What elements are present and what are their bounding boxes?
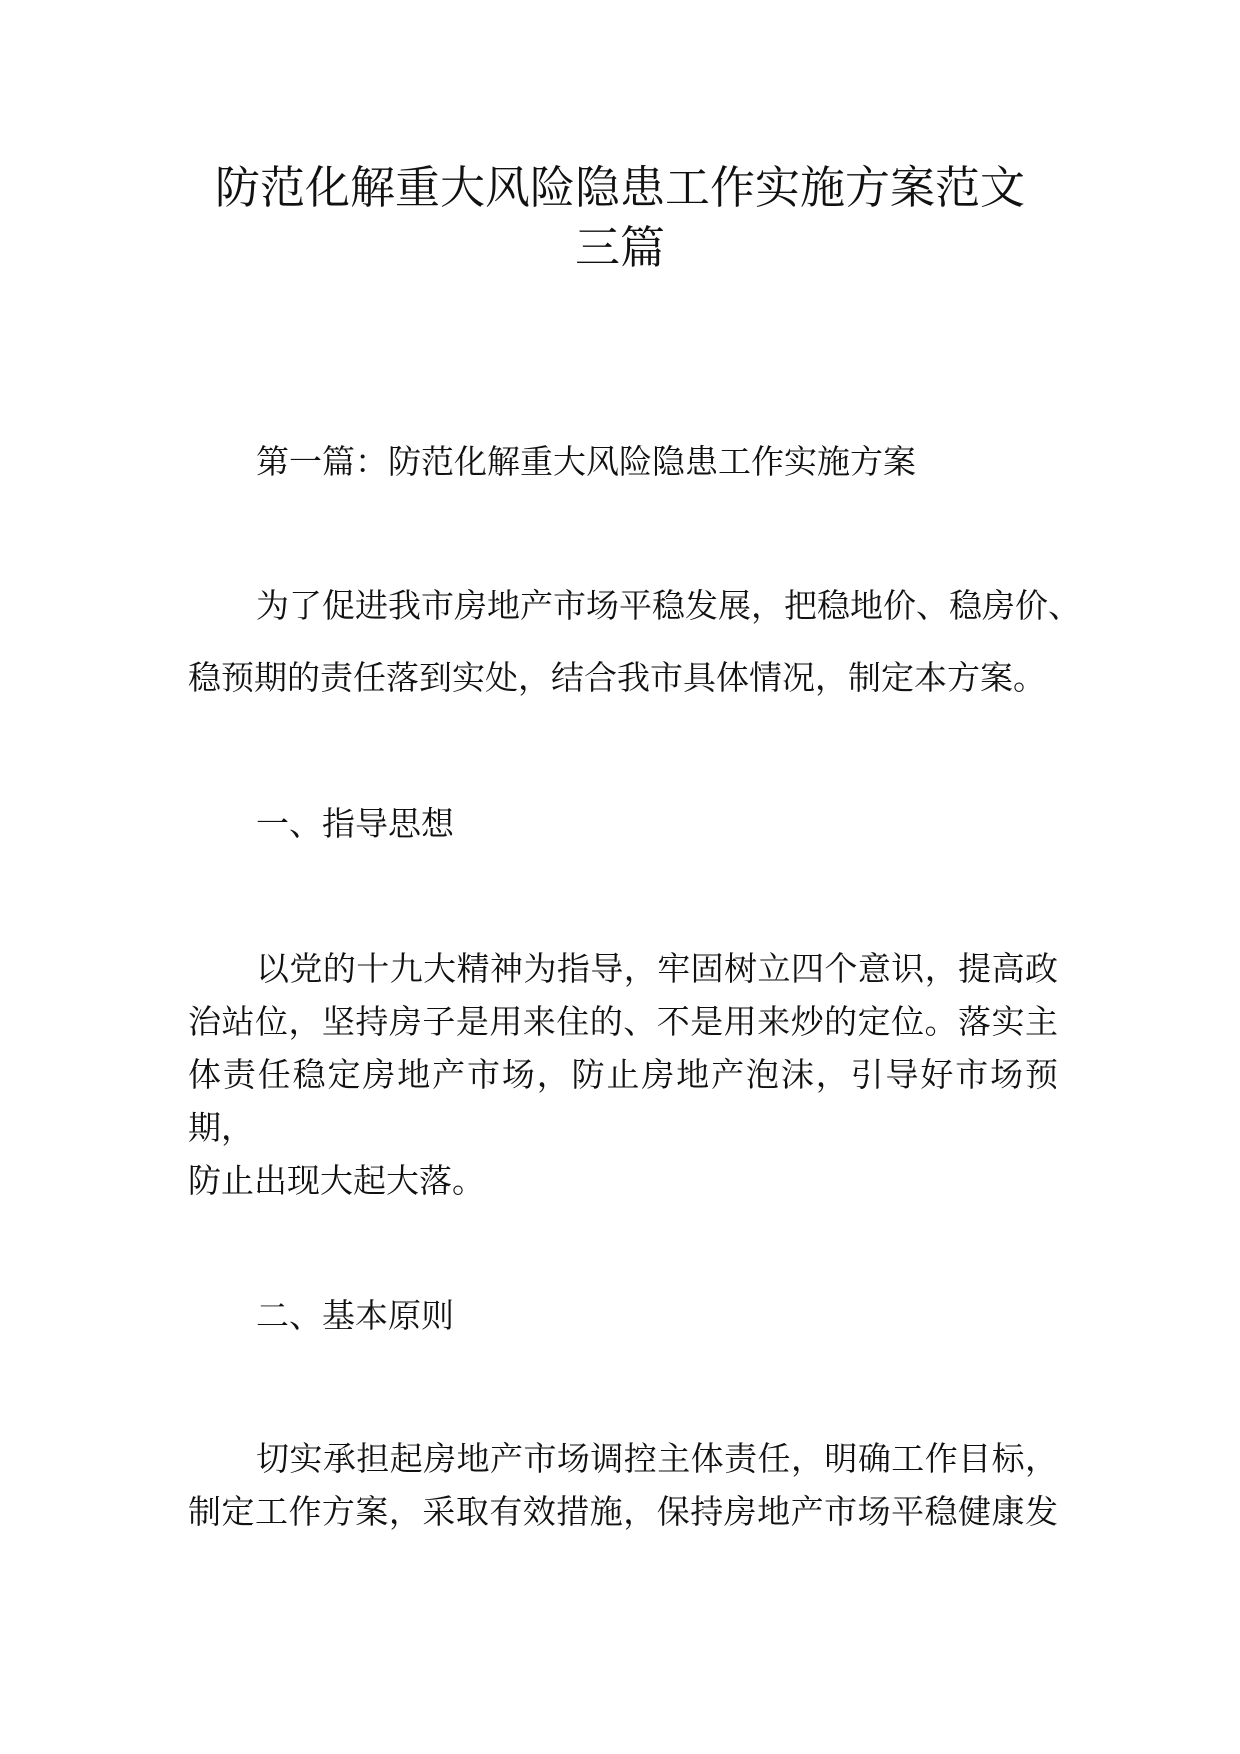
title-line-2: 三篇 bbox=[574, 221, 665, 274]
paragraph-line: 防止出现大起大落。 bbox=[188, 1161, 485, 1200]
paragraph-line: 制定工作方案，采取有效措施，保持房地产市场平稳健康发 bbox=[188, 1492, 1058, 1531]
heading-basic-principles: 二、基本原则 bbox=[256, 1296, 454, 1335]
paragraph-line: 治站位，坚持房子是用来住的、不是用来炒的定位。落实主 bbox=[188, 1002, 1058, 1041]
paragraph-guiding-ideology bbox=[188, 942, 1058, 1207]
heading-guiding-ideology: 一、指导思想 bbox=[256, 804, 454, 843]
intro-line-2: 稳预期的责任落到实处，结合我市具体情况，制定本方案。 bbox=[188, 658, 1046, 697]
section-heading: 第一篇：防范化解重大风险隐患工作实施方案 bbox=[256, 442, 916, 481]
paragraph-line: 期， bbox=[188, 1108, 254, 1147]
intro-line-1: 为了促进我市房地产市场平稳发展，把稳地价、稳房价、 bbox=[256, 586, 1081, 625]
paragraph-line: 切实承担起房地产市场调控主体责任，明确工作目标， bbox=[256, 1439, 1058, 1478]
paragraph-line: 以党的十九大精神为指导，牢固树立四个意识，提高政 bbox=[256, 949, 1058, 988]
paragraph-line: 体责任稳定房地产市场，防止房地产泡沫，引导好市场预 bbox=[188, 1055, 1058, 1094]
title-line-1: 防范化解重大风险隐患工作实施方案范文 bbox=[214, 161, 1025, 214]
document-title bbox=[190, 158, 1050, 278]
paragraph-basic-principles bbox=[188, 1432, 1058, 1538]
